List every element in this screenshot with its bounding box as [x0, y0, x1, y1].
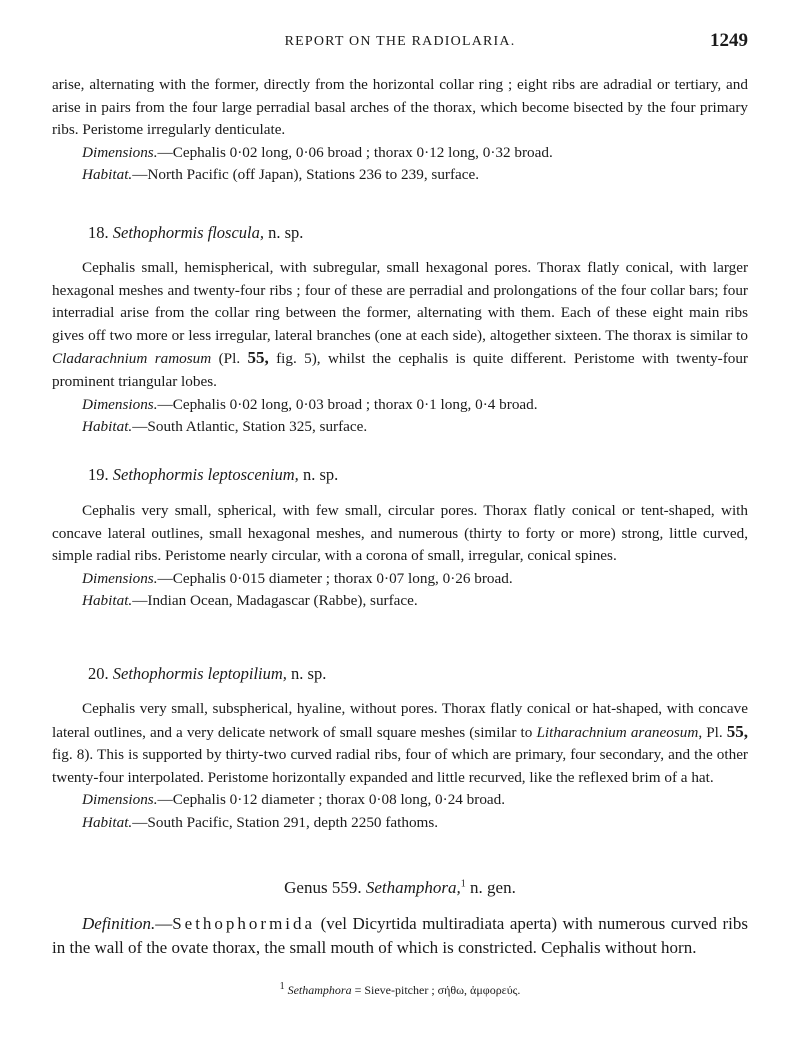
habitat-label: Habitat. — [82, 166, 133, 184]
reference-taxon: Litharachnium araneosum — [536, 723, 699, 741]
continuation-dimensions — [82, 142, 748, 165]
species-suffix: n. sp. — [302, 465, 339, 484]
species-heading-18 — [88, 223, 303, 243]
species-name: Sethophormis floscula, — [112, 223, 264, 242]
genus-prefix: Genus 559. — [284, 878, 362, 897]
habitat-label: Habitat. — [82, 592, 133, 610]
dimensions-label: Dimensions. — [82, 143, 158, 161]
dimensions-label: Dimensions. — [82, 791, 158, 809]
reference-plate-number: 55, — [247, 348, 269, 368]
footnote — [0, 981, 800, 998]
species-number: 19. — [88, 465, 109, 484]
species-block-20 — [52, 698, 748, 835]
habitat-value: —South Pacific, Station 291, depth 2250 fathoms. — [132, 813, 439, 831]
habitat-value: —South Atlantic, Station 325, surface. — [132, 418, 368, 436]
species-name: Sethophormis leptoscenium, — [112, 465, 299, 484]
dimensions-value: —Cephalis 0·12 diameter ; thorax 0·08 long, 0·24 broad. — [157, 791, 506, 809]
running-title: REPORT ON THE RADIOLARIA. — [284, 34, 516, 49]
footnote-mark: 1 — [279, 981, 285, 992]
definition-label: Definition. — [82, 914, 156, 933]
reference-plate-number: 55, — [726, 721, 748, 741]
dimensions-value: —Cephalis 0·02 long, 0·06 broad ; thorax 0·12 long, 0·32 broad. — [157, 143, 553, 161]
reference-plate-prefix: (Pl. — [211, 350, 248, 368]
species-block-18 — [52, 257, 748, 439]
species-name: Sethophormis leptopilium, — [112, 664, 287, 683]
definition-dash: — — [155, 914, 173, 933]
dimensions-label: Dimensions. — [82, 395, 158, 413]
description-text-continued: fig. 5), whilst the cephalis is quite different. Peristome with twenty-four prominent triangular lobes. — [52, 350, 748, 390]
species-dimensions — [82, 568, 748, 591]
habitat-value: —North Pacific (off Japan), Stations 236 to 239, surface. — [132, 166, 480, 184]
definition-paragraph — [52, 912, 748, 959]
continuation-paragraph: arise, alternating with the former, directly from the horizontal collar ring ; eight ribs are adradial or tertiary, and arise in pairs from the four large perradial basal arches of the thorax, which become bisected by the four primary ribs. Peristome irregularly denticulate. — [52, 76, 748, 139]
species-habitat — [82, 590, 748, 613]
species-dimensions — [82, 394, 748, 417]
species-suffix: n. sp. — [291, 664, 327, 683]
reference-plate-prefix: , Pl. — [698, 723, 727, 741]
description-text-continued: fig. 8). This is supported by thirty-two curved radial ribs, four of which are primary, four secondary, and the other twenty-four interpolated. Peristome horizontally expanded and little recurved, like the reflexed brim of a hat. — [52, 746, 748, 786]
species-description — [52, 257, 748, 394]
genus-definition — [52, 912, 748, 959]
definition-family: Sethophormida — [172, 914, 316, 933]
habitat-label: Habitat. — [82, 813, 133, 831]
species-description: Cephalis very small, spherical, with few small, circular pores. Thorax flatly conical or tent-shaped, with concave lateral outlines, small hexagonal meshes, and numerous (thirty to forty or more) strong, little curved, simple radial ribs. Peristome nearly circular, with a corona of small, irregular, conical spines. — [52, 502, 748, 565]
definition-text: (vel Dicyrtida multiradiata aperta) with numerous curved ribs in the wall of the ovate thorax, the small mouth of which is constricted. Cephalis without horn. — [52, 914, 748, 957]
species-heading-20 — [88, 664, 326, 684]
dimensions-value: —Cephalis 0·02 long, 0·03 broad ; thorax 0·1 long, 0·4 broad. — [157, 395, 538, 413]
species-number: 18. — [88, 223, 109, 242]
species-number: 20. — [88, 664, 109, 683]
running-head — [52, 30, 748, 56]
genus-name: Sethamphora, — [365, 878, 461, 897]
reference-taxon: Cladarachnium ramosum — [52, 350, 212, 368]
dimensions-value: —Cephalis 0·015 diameter ; thorax 0·07 long, 0·26 broad. — [157, 569, 513, 587]
species-suffix: n. sp. — [268, 223, 304, 242]
continuation-block — [52, 74, 748, 187]
continuation-habitat — [82, 164, 748, 187]
species-habitat — [82, 416, 748, 439]
description-text: Cephalis very small, subspherical, hyaline, without pores. Thorax flatly conical or hat-shaped, with concave lateral outlines, and a very delicate network of small square meshes (similar to — [52, 700, 748, 741]
footnote-term: Sethamphora — [287, 983, 352, 997]
genus-suffix: n. gen. — [470, 878, 516, 897]
footnote-text: = Sieve-pitcher ; σήθω, ἀμφορεύς. — [351, 983, 521, 997]
species-heading-19 — [88, 465, 338, 485]
genus-heading — [0, 878, 800, 898]
dimensions-label: Dimensions. — [82, 569, 158, 587]
habitat-label: Habitat. — [82, 418, 133, 436]
description-text: Cephalis small, hemispherical, with subregular, small hexagonal pores. Thorax flatly conical, with larger hexagonal meshes and twenty-four ribs ; four of these are perradial and prolongations of the four collar bars; four interradial arise from the collar ring between the former, alternating with them. Each of these eight main ribs gives off two more or less irregular, lateral branches (one at each side), altogether sixteen. The thorax is similar to — [52, 259, 748, 344]
habitat-value: —Indian Ocean, Madagascar (Rabbe), surface. — [132, 592, 418, 610]
species-habitat — [82, 812, 748, 835]
page-number: 1249 — [710, 30, 748, 51]
footnote-reference: 1 — [460, 878, 466, 890]
species-block-19 — [52, 500, 748, 613]
species-description — [52, 698, 748, 789]
species-dimensions — [82, 789, 748, 812]
